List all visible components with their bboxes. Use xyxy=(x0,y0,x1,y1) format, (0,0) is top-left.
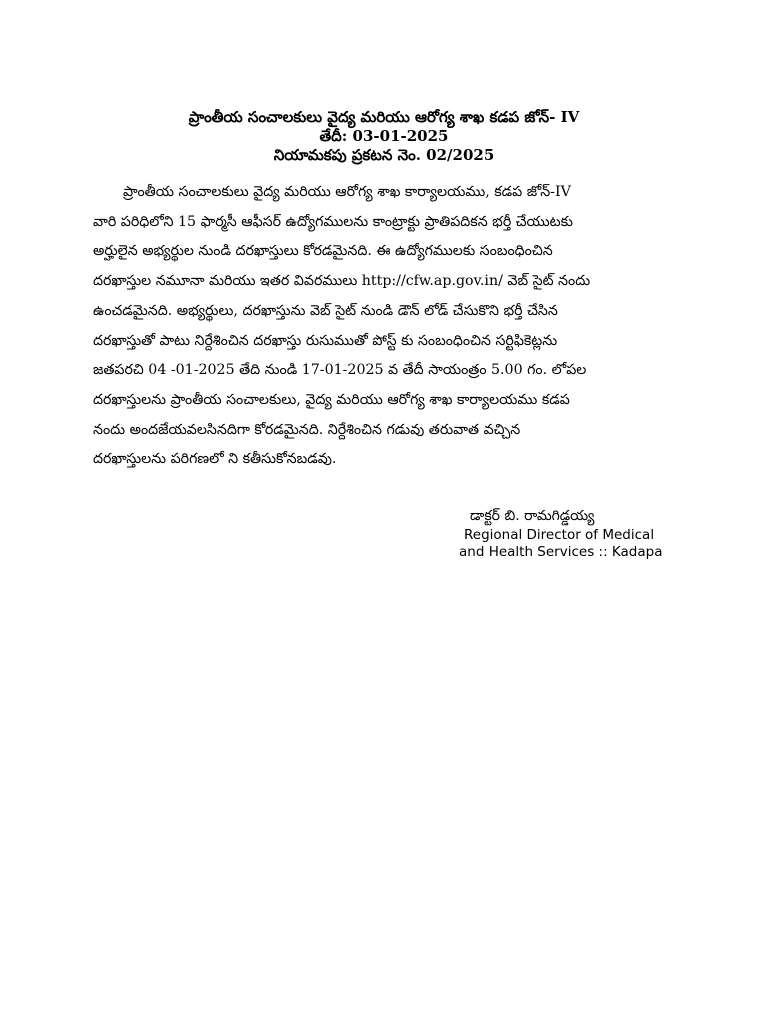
signatory-name: డాక్టర్ బి. రామగిడ్డయ్య xyxy=(470,508,595,524)
signatory-designation-line1: Regional Director of Medical xyxy=(464,527,655,543)
body-line: జతపరచి 04 -01-2025 తేది నుండి 17-01-2025 వ తేదీ సాయంత్రం 5.00 గం. లోపల xyxy=(93,362,587,379)
body-line: దరఖాస్తుల నమూనా మరియు ఇతర వివరములు http://cfw.ap.gov.in/ వెబ్ సైట్ నందు xyxy=(93,273,591,290)
notice-body xyxy=(93,178,673,475)
notice-date: తేదీ: 03-01-2025 xyxy=(319,127,449,145)
body-line: దరఖాస్తులను పరిగణలో ని కతీసుకోనబడవు. xyxy=(93,451,337,468)
notification-number: నియామకపు ప్రకటన నెం. 02/2025 xyxy=(273,146,495,164)
body-line: వారి పరిధిలోని 15 ఫార్మసీ ఆఫీసర్ ఉద్యోగములను కాంట్రాక్టు ప్రాతిపదికన భర్తీ చేయుటకు xyxy=(93,213,573,230)
body-line: ఉంచడమైనది. అభ్యర్థులు, దరఖాస్తును వెబ్ సైట్ నుండి డౌన్ లోడ్ చేసుకొని భర్తీ చేసిన xyxy=(93,302,558,319)
body-line: దరఖాస్తులను ప్రాంతీయ సంచాలకులు, వైద్య మరియు ఆరోగ్య శాఖ కార్యాలయము కడప xyxy=(93,391,570,408)
body-line: నందు అందజేయవలసినదిగా కోరడమైనది. నిర్దేశించిన గడువు తరువాత వచ్చిన xyxy=(93,421,521,438)
body-line: అర్హులైన అభ్యర్థుల నుండి దరఖాస్తులు కోరడమైనది. ఈ ఉద్యోగములకు సంబంధించిన xyxy=(93,243,553,260)
office-title: ప్రాంతీయ సంచాలకులు వైద్య మరియు ఆరోగ్య శాఖ కడప జోన్- IV xyxy=(188,108,580,126)
body-line: ప్రాంతీయ సంచాలకులు వైద్య మరియు ఆరోగ్య శాఖ కార్యాలయము, కడప జోన్-IV xyxy=(123,184,571,200)
body-line: దరఖాస్తుతో పాటు నిర్దేశించిన దరఖాస్తు రుసుముతో పోస్ట్ కు సంబంధించిన సర్టిఫికెట్లను xyxy=(93,332,558,349)
signatory-designation-line2: and Health Services :: Kadapa xyxy=(459,544,663,560)
document-header xyxy=(0,108,768,165)
signature-block xyxy=(440,508,680,561)
